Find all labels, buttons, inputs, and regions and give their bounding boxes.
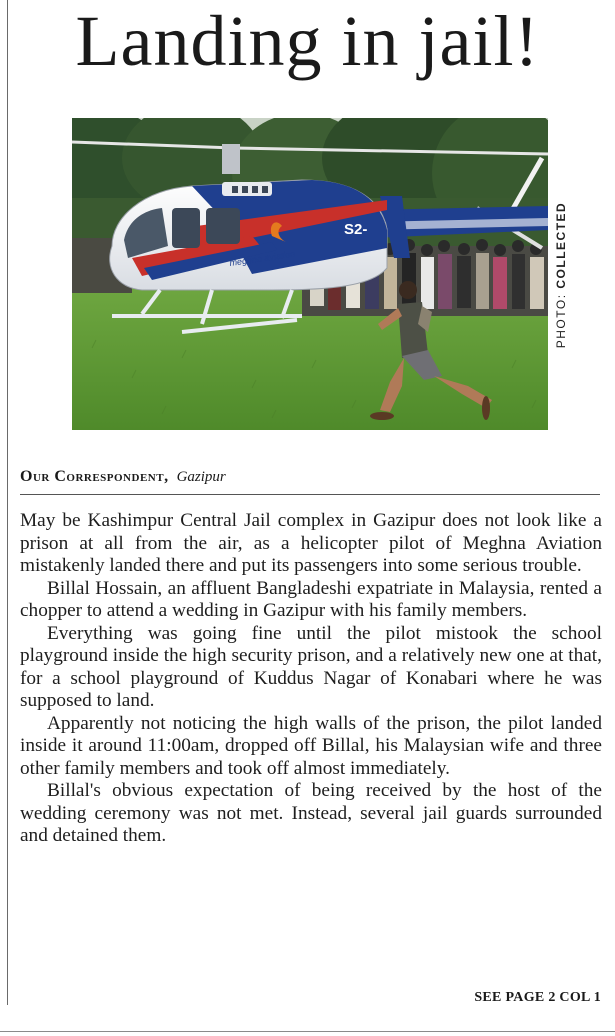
byline-name: Our Correspondent,: [20, 468, 169, 485]
helicopter-registration-text: S2-: [344, 221, 368, 238]
continuation-link[interactable]: SEE PAGE 2 COL 1: [474, 990, 601, 1005]
paragraph: Billal Hossain, an affluent Bangladeshi expatriate in Malaysia, rented a chopper to attend a wedding in Gazipur with his family members.: [20, 577, 602, 621]
byline-place: Gazipur: [176, 469, 226, 485]
byline: [20, 468, 226, 486]
headline: Landing in jail!: [75, 1, 540, 81]
byline-divider: [20, 494, 600, 495]
photo-credit-text: [554, 120, 568, 430]
news-photo: [72, 118, 548, 430]
column-rule-left: [7, 0, 8, 1005]
helicopter-landing-photo: [72, 118, 548, 430]
photo-credit: [554, 118, 568, 430]
helicopter-body: [110, 180, 387, 290]
photo-credit-source: COLLECTED: [554, 201, 568, 289]
photo-credit-prefix: PHOTO:: [554, 288, 568, 349]
paragraph: May be Kashimpur Central Jail complex in Gazipur does not look like a prison at all from the air, as a helicopter pilot of Meghna Aviation mistakenly landed there and put its passengers into some serious trouble.: [20, 510, 602, 576]
paragraph: Billal's obvious expectation of being received by the host of the wedding ceremony was not met. Instead, several jail guards surrounded and detained them.: [20, 780, 602, 846]
article-body: [20, 510, 602, 848]
helicopter-brand-text: meghna aviation: [228, 248, 296, 268]
paragraph: Apparently not noticing the high walls of the prison, the pilot landed inside it around 11:00am, dropped off Billal, his Malaysian wife and three other family members and took off almost immediately.: [20, 712, 602, 779]
bottom-divider: [0, 1031, 615, 1032]
paragraph: Everything was going fine until the pilot mistook the school playground inside the high security prison, and a relatively new one at that, for a school playground of Kuddus Nagar of Konabari where he was supposed to land.: [20, 622, 602, 711]
